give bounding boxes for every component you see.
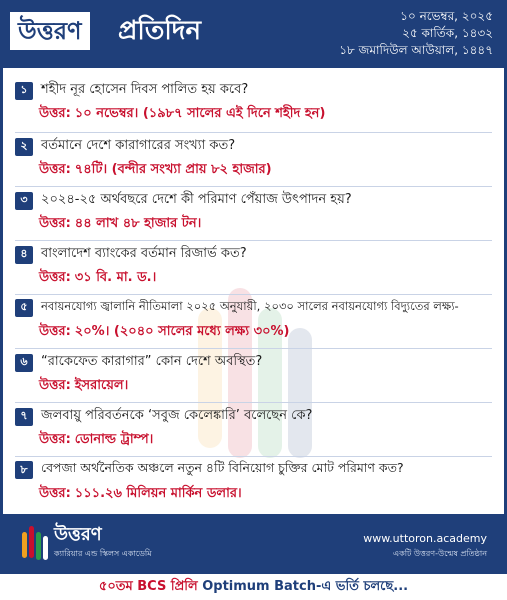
divider [15,402,492,403]
answer-text: ১০ নভেম্বর। (১৯৮৭ সালের এই দিনে শহীদ হন) [74,106,326,121]
answer-label: উত্তর: [39,486,71,501]
question-text: শহীদ নূর হোসেন দিবস পালিত হয় কবে? [41,82,249,97]
divider [15,240,492,241]
question-text: নবায়নযোগ্য জ্বালানি নীতিমালা ২০২৫ অনুযায়ী, ২০৩০ সালের নবায়নযোগ্য বিদ্যুতের লক্ষ্য- [41,299,459,313]
date-gregorian: ১০ নভেম্বর, ২০২৫ [400,9,493,23]
answer-label: উত্তর: [39,378,71,393]
answer-text: ৩১ বি. মা. ড.। [74,270,157,285]
question-number: ২ [15,138,33,156]
answer-label: উত্তর: [39,270,71,285]
question-number: ৫ [15,299,33,317]
question-number: ৪ [15,246,33,264]
divider [15,456,492,457]
brand-logo: উত্তরণ [10,12,90,50]
answer-label: উত্তর: [39,216,71,231]
answer-text: ডোনাল্ড ট্রাম্প। [74,432,154,447]
answer-label: উত্তর: [39,162,71,177]
answer-text: ১১১.২৬ মিলিয়ন মার্কিন ডলার। [74,486,242,501]
question-number: ৮ [15,461,33,479]
footer [0,514,507,574]
question-text: “রাকেফেত কারাগার” কোন দেশে অবস্থিত? [41,354,263,369]
divider [15,294,492,295]
footer-brand: উত্তরণ [54,524,102,545]
promo-banner[interactable] [0,574,507,600]
question-text: বর্তমানে দেশে কারাগারের সংখ্যা কত? [41,138,236,153]
question-number: ৩ [15,192,33,210]
page-title: প্রতিদিন [118,16,201,46]
date-hijri: ১৮ জমাদিউল আউয়াল, ১৪৪৭ [339,43,493,57]
divider [15,186,492,187]
answer-label: উত্তর: [39,324,71,339]
footer-tagline: ক্যারিয়ার এন্ড স্কিলস একাডেমি [54,549,152,558]
answer-text: ২০%। (২০৪০ সালের মধ্যে লক্ষ্য ৩০%) [74,324,290,339]
header [0,0,507,68]
question-text: জলবায়ু পরিবর্তনকে ‘সবুজ কেলেঙ্কারি’ বলেছেন কে? [41,408,313,423]
answer-label: উত্তর: [39,432,71,447]
answer-text: ৭৪টি। (বন্দীর সংখ্যা প্রায় ৮২ হাজার) [74,162,272,177]
qa-panel [0,68,507,514]
answer-text: ৪৪ লাখ ৪৮ হাজার টন। [74,216,202,231]
date-bengali: ২৫ কার্তিক, ১৪৩২ [402,26,493,40]
brand-logo-icon [22,524,48,560]
question-text: বেপজা অর্থনৈতিক অঞ্চলে নতুন ৪টি বিনিয়োগ চুক্তির মোট পরিমাণ কত? [41,460,404,475]
divider [15,132,492,133]
divider [15,348,492,349]
promo-highlight: ৫০তম BCS প্রিলি [98,579,198,594]
question-number: ৭ [15,408,33,426]
promo-text: Optimum Batch-এ ভর্তি চলছে... [197,579,409,594]
question-text: বাংলাদেশ ব্যাংকের বর্তমান রিজার্ভ কত? [41,246,247,261]
question-number: ১ [15,82,33,100]
footer-subtitle: একটি উত্তরণ-উন্মেষ প্রতিষ্ঠান [393,549,487,558]
answer-label: উত্তর: [39,106,71,121]
question-number: ৬ [15,354,33,372]
date-block [339,8,493,59]
answer-text: ইসরায়েল। [74,378,129,393]
website-link[interactable]: www.uttoron.academy [363,532,487,545]
question-text: ২০২৪-২৫ অর্থবছরে দেশে কী পরিমাণ পেঁয়াজ উৎপাদন হয়? [41,192,352,207]
